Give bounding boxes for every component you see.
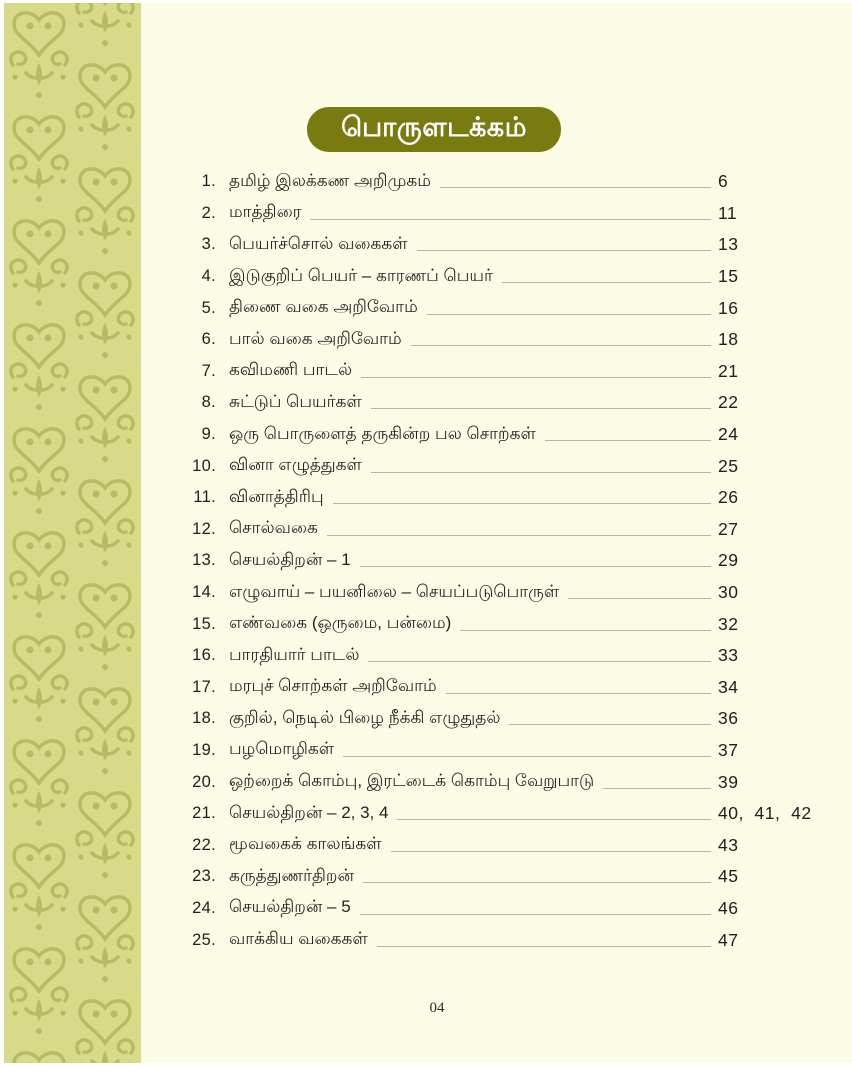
toc-row <box>185 292 830 324</box>
toc-entry-title: மூவகைக் காலங்கள் <box>229 834 382 854</box>
toc-entry-page-number: 6 <box>718 171 729 192</box>
toc-entry-title: திணை வகை அறிவோம் <box>229 297 418 317</box>
toc-entry-page-number: 22 <box>718 392 739 413</box>
leader-line <box>446 693 711 694</box>
toc-entry-title: கவிமணி பாடல் <box>229 360 353 380</box>
toc-entry-title: செயல்திறன் – 1 <box>229 549 351 569</box>
toc-entry-number: 2. <box>201 203 216 222</box>
leader-line <box>368 661 711 662</box>
toc-entry-title: பால் வகை அறிவோம் <box>229 328 402 348</box>
toc-row <box>185 198 830 230</box>
toc-entry-title: வினாத்திரிபு <box>229 486 324 506</box>
toc-row <box>185 703 830 735</box>
leader-line <box>397 819 711 820</box>
toc-row <box>185 672 830 704</box>
leader-line <box>310 219 711 220</box>
toc-entry-number: 16. <box>192 646 216 665</box>
leader-line <box>333 503 711 504</box>
leader-line <box>460 630 711 631</box>
toc-row <box>185 324 830 356</box>
toc-entry-title: செயல்திறன் – 5 <box>229 897 351 917</box>
toc-entry-title: கருத்துணர்திறன் <box>229 865 354 885</box>
toc-entry-number: 9. <box>201 425 216 444</box>
toc-entry-page-number: 43 <box>718 834 739 855</box>
toc-row <box>185 798 830 830</box>
toc-entry-number: 21. <box>192 804 216 823</box>
toc-entry-number: 6. <box>201 330 216 349</box>
folio-page-number: 04 <box>429 1000 445 1016</box>
toc-entry-number: 19. <box>192 740 216 759</box>
toc-entry-page-number: 11 <box>718 202 738 223</box>
toc-row <box>185 829 830 861</box>
contents-title: பொருளடக்கம் <box>341 112 527 142</box>
toc-entry-number: 24. <box>192 898 216 917</box>
toc-entry-title: வினா எழுத்துகள் <box>229 455 362 475</box>
toc-entry-title: மரபுச் சொற்கள் அறிவோம் <box>229 676 437 696</box>
toc-entry-page-number: 29 <box>718 550 739 571</box>
toc-entry-page-number: 37 <box>718 739 739 760</box>
toc-row <box>185 861 830 893</box>
leader-line <box>371 472 711 473</box>
toc-row <box>185 893 830 925</box>
toc-row <box>185 577 830 609</box>
toc-entry-number: 1. <box>201 172 216 191</box>
toc-entry-title: ஒற்றைக் கொம்பு, இரட்டைக் கொம்பு வேறுபாடு <box>229 771 595 791</box>
toc-entry-page-number: 33 <box>718 645 739 666</box>
leader-line <box>545 440 711 441</box>
toc-entry-title: ஒரு பொருளைத் தருகின்ற பல சொற்கள் <box>229 423 536 443</box>
damask-pattern-icon <box>4 3 141 1063</box>
toc-entry-page-number: 36 <box>718 708 739 729</box>
toc-row <box>185 482 830 514</box>
toc-row <box>185 640 830 672</box>
leader-line <box>603 788 711 789</box>
toc-row <box>185 356 830 388</box>
toc-entry-title: குறில், நெடில் பிழை நீக்கி எழுதுதல் <box>229 707 501 727</box>
leader-line <box>343 756 711 757</box>
leader-line <box>360 914 711 915</box>
toc-entry-number: 12. <box>192 519 216 538</box>
toc-entry-title: மாத்திரை <box>229 202 302 222</box>
leader-line <box>509 724 711 725</box>
contents-title-banner <box>307 107 561 152</box>
leader-line <box>327 535 711 536</box>
leader-line <box>360 566 711 567</box>
leader-line <box>417 250 711 251</box>
toc-entry-page-number: 39 <box>718 771 739 792</box>
toc-entry-page-number: 24 <box>718 424 739 445</box>
toc-entry-title: வாக்கிய வகைகள் <box>229 929 368 949</box>
toc-row <box>185 735 830 767</box>
leader-line <box>568 598 711 599</box>
toc-entry-number: 15. <box>192 614 216 633</box>
toc-entry-page-number: 46 <box>718 897 739 918</box>
leader-line <box>440 187 711 188</box>
toc-entry-page-number: 15 <box>718 266 739 287</box>
toc-row <box>185 608 830 640</box>
toc-entry-page-number: 27 <box>718 518 739 539</box>
toc-row <box>185 514 830 546</box>
toc-entry-number: 5. <box>201 298 216 317</box>
toc-entry-page-number: 25 <box>718 455 739 476</box>
damask-border-ornament <box>4 3 141 1063</box>
leader-line <box>377 946 711 947</box>
toc-row <box>185 545 830 577</box>
toc-entry-number: 13. <box>192 551 216 570</box>
toc-entry-title: இடுகுறிப் பெயர் – காரணப் பெயர் <box>229 265 493 285</box>
toc-entry-number: 22. <box>192 835 216 854</box>
toc-entry-title: எண்வகை (ஒருமை, பன்மை) <box>229 613 452 633</box>
leader-line <box>502 282 711 283</box>
toc-entry-title: பழமொழிகள் <box>229 739 335 759</box>
toc-entry-title: தமிழ் இலக்கண அறிமுகம் <box>229 170 431 190</box>
toc-entry-title: பாரதியார் பாடல் <box>229 644 360 664</box>
leader-line <box>371 408 711 409</box>
toc-row <box>185 924 830 956</box>
toc-entry-number: 7. <box>201 361 216 380</box>
toc-entry-page-number: 40, 41, 42 <box>718 803 812 824</box>
toc-row <box>185 387 830 419</box>
toc-entry-title: சுட்டுப் பெயர்கள் <box>229 391 362 411</box>
toc-entry-page-number: 34 <box>718 676 739 697</box>
leader-line <box>391 851 711 852</box>
leader-line <box>427 314 711 315</box>
toc-entry-title: செயல்திறன் – 2, 3, 4 <box>229 802 389 822</box>
toc-row <box>185 450 830 482</box>
toc-entry-number: 3. <box>201 235 216 254</box>
leader-line <box>411 345 711 346</box>
toc-entry-number: 18. <box>192 709 216 728</box>
toc-entry-title: சொல்வகை <box>229 518 318 538</box>
table-of-contents <box>185 166 830 956</box>
toc-entry-number: 4. <box>201 267 216 286</box>
toc-row <box>185 229 830 261</box>
toc-entry-number: 14. <box>192 583 216 602</box>
toc-entry-number: 11. <box>193 488 216 507</box>
toc-entry-page-number: 16 <box>718 297 739 318</box>
toc-entry-number: 20. <box>192 772 216 791</box>
toc-entry-page-number: 47 <box>718 929 739 950</box>
leader-line <box>361 377 711 378</box>
toc-entry-page-number: 26 <box>718 487 739 508</box>
toc-row <box>185 766 830 798</box>
toc-entry-page-number: 13 <box>718 234 739 255</box>
toc-entry-page-number: 30 <box>718 582 739 603</box>
toc-entry-number: 23. <box>192 867 216 886</box>
toc-entry-page-number: 32 <box>718 613 739 634</box>
toc-row <box>185 166 830 198</box>
toc-row <box>185 261 830 293</box>
toc-row <box>185 419 830 451</box>
toc-entry-page-number: 45 <box>718 866 739 887</box>
leader-line <box>363 882 711 883</box>
toc-entry-title: எழுவாய் – பயனிலை – செயப்படுபொருள் <box>229 581 560 601</box>
toc-entry-page-number: 21 <box>718 360 739 381</box>
toc-entry-number: 10. <box>192 456 216 475</box>
toc-entry-number: 8. <box>201 393 216 412</box>
toc-entry-page-number: 18 <box>718 329 739 350</box>
toc-entry-title: பெயர்ச்சொல் வகைகள் <box>229 233 408 253</box>
toc-entry-number: 17. <box>192 677 216 696</box>
toc-entry-number: 25. <box>192 930 216 949</box>
